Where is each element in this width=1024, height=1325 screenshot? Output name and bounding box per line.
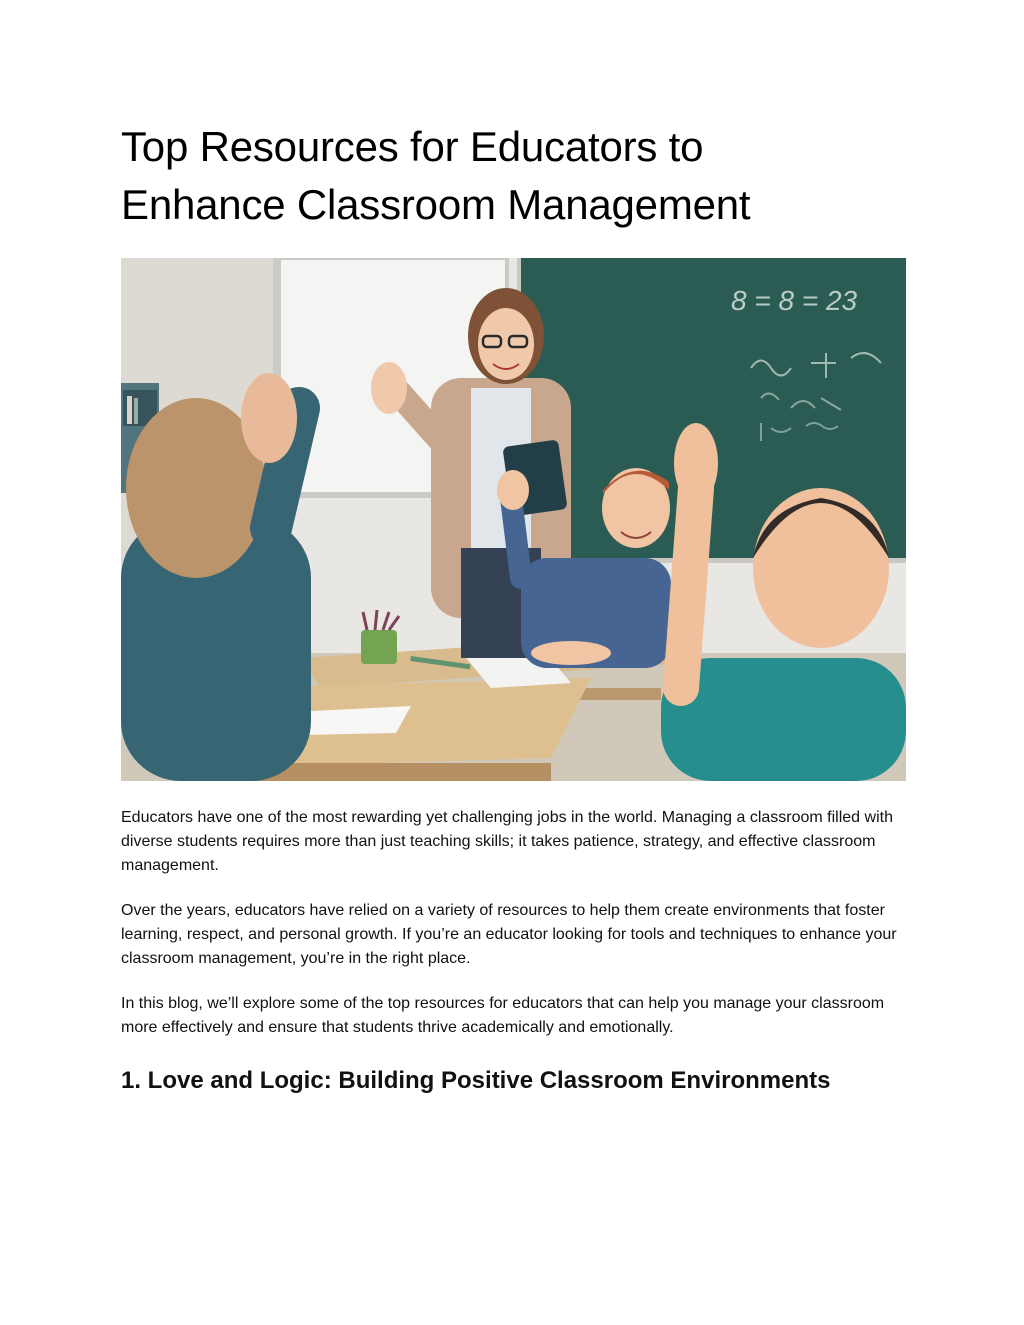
paragraph-blog-overview: In this blog, we’ll explore some of the top resources for educators that can help you manage your classroom more effectively and ensure that students thrive academically and emotionally. (121, 995, 885, 1036)
paragraph-intro: Educators have one of the most rewarding yet challenging jobs in the world. Managing a classroom filled with diverse students requires more than just teaching skills; it takes patience, strategy, and effective classroom management. (121, 809, 893, 874)
hero-image (121, 258, 906, 781)
title-line-2: Enhance Classroom Management (121, 181, 751, 228)
paragraph-resources: Over the years, educators have relied on a variety of resources to help them create environments that foster learning, respect, and personal growth. If you’re an educator looking for tools and techniques to enhance your classroom management, you’re in the right place. (121, 902, 897, 967)
chalkboard-equation: 8 = 8 = 23 (731, 285, 858, 316)
section-heading: 1. Love and Logic: Building Positive Classroom Environments (121, 1067, 831, 1094)
page-title (121, 118, 921, 234)
title-line-1: Top Resources for Educators to (121, 123, 704, 170)
